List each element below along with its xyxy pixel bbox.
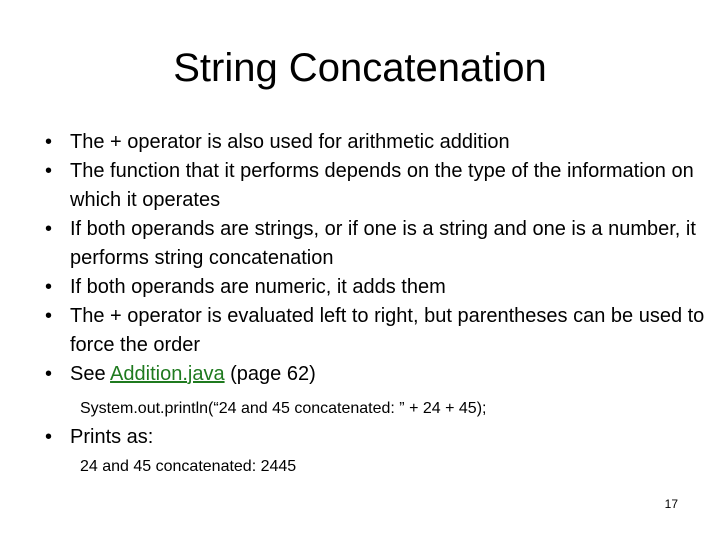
slide-title: String Concatenation xyxy=(173,46,547,90)
code-statement: System.out.println(“24 and 45 concatenated: ” + 24 + 45); xyxy=(80,400,487,417)
bullet-text: The function that it performs depends on the type of the information on which it operates xyxy=(70,160,694,211)
bullet-item-prints xyxy=(45,423,705,452)
bullet-item xyxy=(45,273,705,302)
prints-bullet-list xyxy=(45,423,705,452)
page-number: 17 xyxy=(664,497,678,511)
bullet-item xyxy=(45,215,705,273)
bullet-text: The + operator is also used for arithmetic addition xyxy=(70,131,510,153)
addition-java-link[interactable]: Addition.java xyxy=(110,363,225,385)
see-suffix: (page 62) xyxy=(224,363,316,385)
bullet-item xyxy=(45,302,705,360)
bullet-text: The + operator is evaluated left to right, but parentheses can be used to force the order xyxy=(70,305,705,356)
see-prefix: See xyxy=(70,363,111,385)
bullet-dot-icon: • xyxy=(45,426,53,448)
bullet-item-see xyxy=(45,360,705,389)
bullet-text: If both operands are strings, or if one is a string and one is a number, it performs string concatenation xyxy=(70,218,696,269)
bullet-dot-icon: • xyxy=(45,363,53,385)
bullet-item xyxy=(45,157,705,215)
bullet-dot-icon: • xyxy=(45,131,53,153)
bullet-dot-icon: • xyxy=(45,276,53,298)
prints-output: 24 and 45 concatenated: 2445 xyxy=(80,458,297,475)
bullet-dot-icon: • xyxy=(45,218,53,240)
bullet-list xyxy=(45,128,705,389)
bullet-text: Prints as: xyxy=(70,426,154,448)
bullet-dot-icon: • xyxy=(45,305,53,327)
bullet-dot-icon: • xyxy=(45,160,53,182)
bullet-text: If both operands are numeric, it adds them xyxy=(70,276,446,298)
bullet-item xyxy=(45,128,705,157)
